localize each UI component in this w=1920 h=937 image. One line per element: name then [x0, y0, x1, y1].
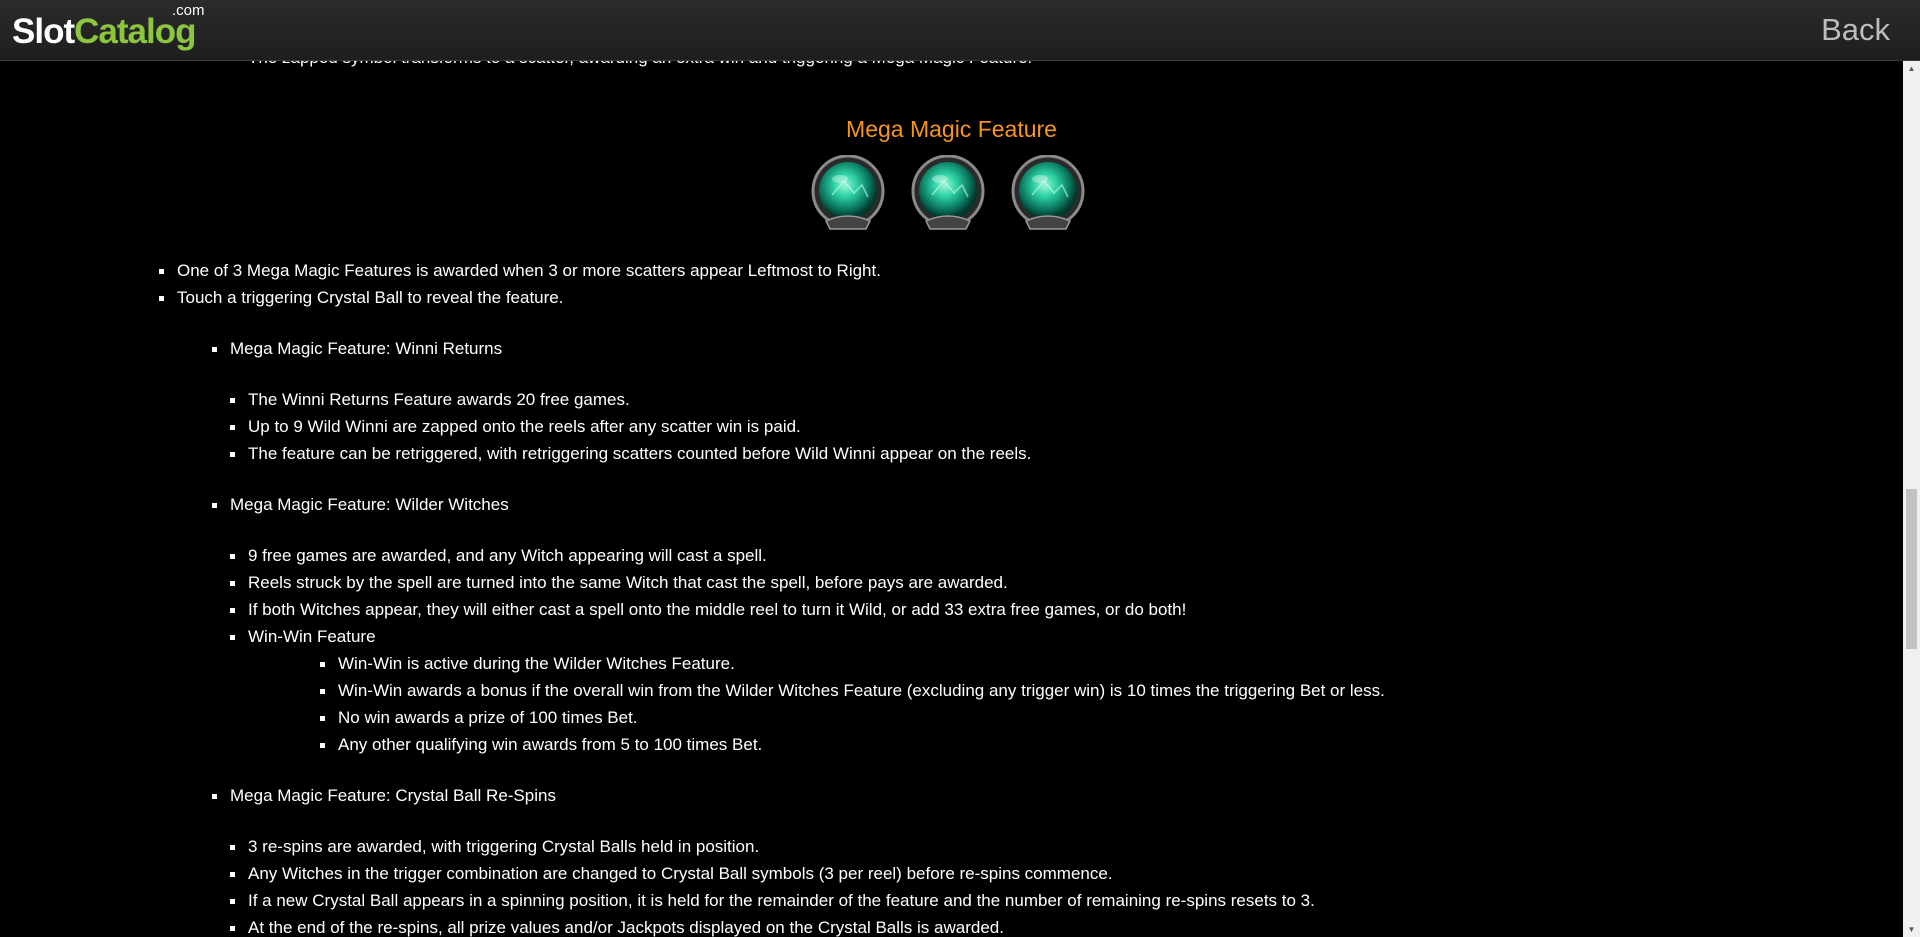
- scroll-thumb[interactable]: [1906, 489, 1917, 649]
- bullet-marker: [212, 347, 217, 352]
- list-item: 3 re-spins are awarded, with triggering Crystal Balls held in position.: [248, 837, 760, 856]
- bullet-marker: [320, 716, 325, 721]
- bullet-marker: [212, 794, 217, 799]
- list-item: Any Witches in the trigger combination are changed to Crystal Ball symbols (3 per reel) before re-spins commence.: [248, 864, 1113, 883]
- bullet-marker: [230, 452, 235, 457]
- bullet-marker: [230, 899, 235, 904]
- section-title-respins: Mega Magic Feature: Crystal Ball Re-Spins: [230, 786, 556, 805]
- list-item: The feature can be retriggered, with retriggering scatters counted before Wild Winni appear on the reels.: [248, 444, 1032, 463]
- vertical-scrollbar[interactable]: [1903, 60, 1920, 937]
- site-logo[interactable]: [12, 2, 205, 54]
- scroll-down-arrow-icon[interactable]: ▼: [1907, 924, 1916, 934]
- crystal-ball-icon: [1010, 155, 1086, 231]
- crystal-ball-icon: [910, 155, 986, 231]
- list-item: If a new Crystal Ball appears in a spinning position, it is held for the remainder of the feature and the number of remaining re-spins resets to 3.: [248, 891, 1315, 910]
- bullet-marker: [230, 845, 235, 850]
- list-item: One of 3 Mega Magic Features is awarded when 3 or more scatters appear Leftmost to Right.: [177, 261, 881, 280]
- bullet-marker: [230, 554, 235, 559]
- feature-heading: Mega Magic Feature: [846, 116, 1057, 142]
- bullet-marker: [230, 608, 235, 613]
- list-item: Up to 9 Wild Winni are zapped onto the reels after any scatter win is paid.: [248, 417, 801, 436]
- scroll-up-arrow-icon[interactable]: ▲: [1907, 63, 1916, 73]
- crystal-balls-row: [810, 155, 1090, 231]
- back-button[interactable]: Back: [1821, 12, 1890, 47]
- bullet-marker: [320, 689, 325, 694]
- list-item: Touch a triggering Crystal Ball to reveal the feature.: [177, 288, 564, 307]
- list-item: Any other qualifying win awards from 5 to 100 times Bet.: [338, 735, 763, 754]
- top-bar: [0, 0, 1920, 61]
- section-title-witches: Mega Magic Feature: Wilder Witches: [230, 495, 509, 514]
- bullet-marker: [230, 635, 235, 640]
- bullet-marker: [320, 662, 325, 667]
- list-item: Win-Win Feature: [248, 627, 376, 646]
- bullet-marker: [159, 296, 164, 301]
- list-item: Win-Win awards a bonus if the overall win from the Wilder Witches Feature (excluding any trigger win) is 10 times the triggering Bet or less.: [338, 681, 1385, 700]
- bullet-marker: [230, 425, 235, 430]
- bullet-marker: [230, 926, 235, 931]
- list-item: If both Witches appear, they will either cast a spell onto the middle reel to turn it Wild, or add 33 extra free games, or do both!: [248, 600, 1187, 619]
- list-item: The Winni Returns Feature awards 20 free games.: [248, 390, 630, 409]
- logo-text-com: .com: [172, 2, 205, 19]
- list-item: No win awards a prize of 100 times Bet.: [338, 708, 638, 727]
- bullet-marker: [230, 581, 235, 586]
- crystal-ball-icon: [810, 155, 886, 231]
- bullet-marker: [159, 269, 164, 274]
- section-title-winni: Mega Magic Feature: Winni Returns: [230, 339, 503, 358]
- logo-text-catalog: Catalog: [74, 12, 196, 51]
- list-item: 9 free games are awarded, and any Witch appearing will cast a spell.: [248, 546, 767, 565]
- bullet-marker: [212, 503, 217, 508]
- list-item: Win-Win is active during the Wilder Witches Feature.: [338, 654, 735, 673]
- list-item: At the end of the re-spins, all prize values and/or Jackpots displayed on the Crystal Balls is awarded.: [248, 918, 1004, 937]
- bullet-marker: [320, 743, 325, 748]
- bullet-marker: [230, 398, 235, 403]
- list-item: Reels struck by the spell are turned into the same Witch that cast the spell, before pays are awarded.: [248, 573, 1008, 592]
- bullet-marker: [230, 872, 235, 877]
- logo-text-slot: Slot: [12, 12, 75, 51]
